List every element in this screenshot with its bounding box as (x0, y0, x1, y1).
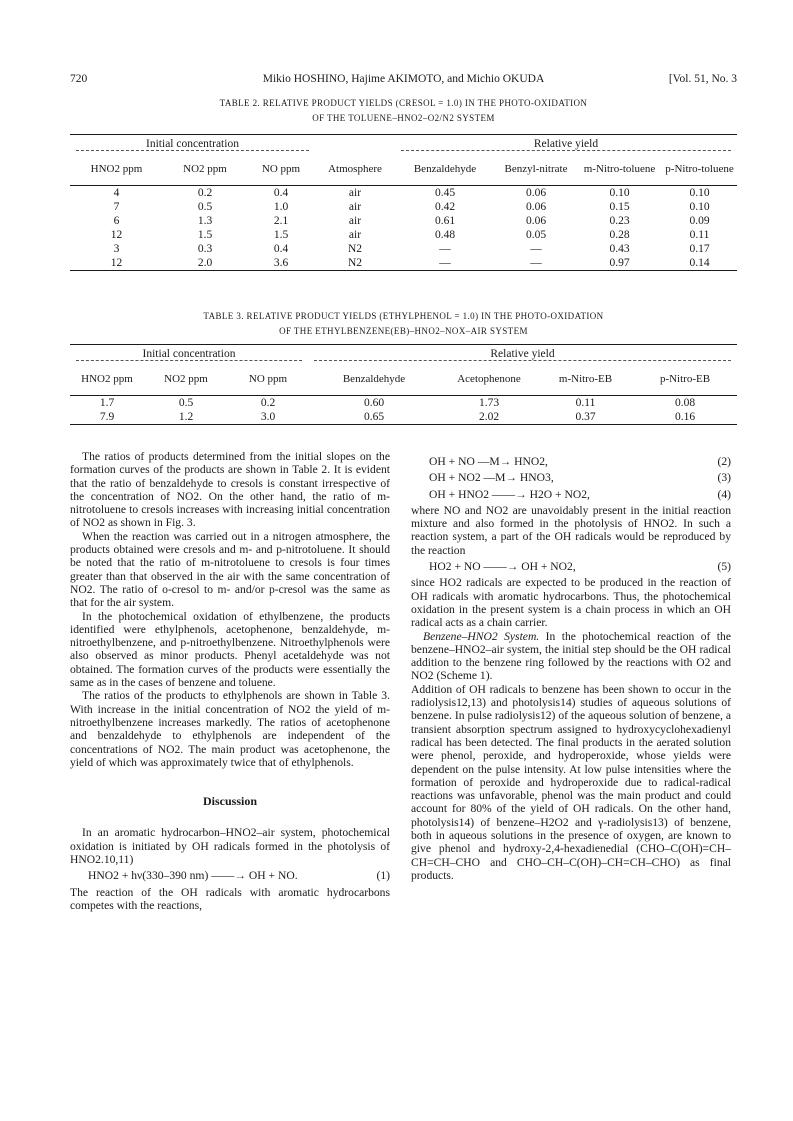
table-cell: 3.0 (228, 410, 308, 425)
table2-column-headers (70, 153, 737, 186)
table-cell: 0.5 (178, 397, 194, 409)
column-header: m-Nitro-toluene (577, 153, 662, 186)
table-row (70, 214, 737, 228)
table3-column-headers (70, 363, 737, 396)
group-label: Relative yield (490, 347, 555, 360)
table-cell: 1.3 (197, 215, 213, 227)
table-cell: 2.02 (440, 410, 538, 425)
paragraph: Addition of OH radicals to benzene has been shown to occur in the radiolysis12,13) and photolysis14) studies of aqueous solutions of benzene. In pulse radiolysis12) of the aqueous solution of benzene, a transient absorption spectrum assigned to hydroxycyclohexadienyl radical has been detected. The final products in the aerated solution were phenol, peroxide, and hydroperoxide, whose yields were dependent on the pulse intensity. At low pulse intensities where the formation of peroxide and hydroperoxide due to radical-radical reactions was unfavorable, phenol was the main product and could account for 80% of the yield of OH radicals. On the other hand, photolysis14) of benzene–H2O2 and γ-radiolysis13) of benzene, both in aqueous solutions in the presence of oxygen, are known to give phenol and hydroxy-2,4-hexadienedial (CHO–C(OH)=CH–CH=CH–CHO and CHO–CH–C(OH)–CH=CH–CHO) as final products. (411, 682, 731, 882)
table-cell: — (530, 243, 542, 255)
table-cell: 0.45 (434, 187, 456, 199)
equation-number: (2) (717, 455, 731, 468)
equation-text: HNO2 + hν(330–390 nm) ——→ OH + NO. (88, 869, 298, 883)
equation-text: OH + NO2 —M→ HNO3, (429, 471, 554, 485)
table3-caption-line2: OF THE ETHYLBENZENE(EB)–HNO2–NOX–AIR SYSTEM (279, 326, 528, 336)
table-cell: 0.2 (197, 187, 213, 199)
equation-text: OH + HNO2 ——→ H2O + NO2, (429, 487, 590, 501)
table-cell: 0.16 (633, 410, 737, 425)
table-cell: 2.1 (273, 215, 289, 227)
table3 (70, 344, 737, 425)
brace-line (76, 150, 309, 151)
section-heading-discussion: Discussion (202, 794, 258, 809)
table-cell: 0.05 (525, 229, 547, 241)
table-cell: 0.5 (197, 201, 213, 213)
table2-caption (70, 96, 737, 126)
table-cell: 1.7 (99, 397, 115, 409)
equation-text: OH + NO —M→ HNO2, (429, 455, 548, 468)
equation-number: (5) (717, 560, 731, 574)
table-row (70, 242, 737, 256)
paragraph: In an aromatic hydrocarbon–HNO2–air system, photochemical oxidation is initiated by OH radicals formed in the photolysis of HNO2.10,11) (70, 826, 390, 867)
column-header: HNO2 ppm (70, 153, 163, 186)
table-cell: air (348, 229, 362, 241)
table-cell: 0.06 (525, 201, 547, 213)
table-cell: 0.06 (525, 187, 547, 199)
table-cell: air (348, 187, 362, 199)
paragraph (411, 630, 731, 683)
table-cell: 0.28 (609, 229, 630, 241)
table-cell: — (395, 256, 495, 271)
paragraph: The reaction of the OH radicals with aromatic hydrocarbons competes with the reactions, (70, 885, 390, 912)
running-header (70, 73, 737, 89)
table-cell: 12 (110, 229, 123, 241)
table-cell: 0.61 (434, 215, 456, 227)
table-row (70, 396, 737, 411)
table-cell: 0.4 (273, 187, 289, 199)
table-cell: 1.5 (273, 229, 289, 241)
table-cell: 0.48 (434, 229, 456, 241)
equation-4 (411, 488, 731, 501)
table2-caption-line2: OF THE TOLUENE–HNO2–O2/N2 SYSTEM (312, 113, 495, 123)
table-cell: 0.60 (363, 397, 385, 409)
table3-caption (70, 309, 737, 339)
table3-group-header (70, 345, 737, 364)
column-header: NO ppm (228, 363, 308, 396)
table-cell: 3 (113, 243, 120, 255)
paragraph: In the photochemical oxidation of ethylbenzene, the products identified were ethylphenols, acetophenone, benzaldehyde, m-nitroethylbenzene, and p-nitroethylbenzene. Nitroethylphenols were also observed as minor products. Phenyl acetaldehyde was not obtained. The formation curves of the products were essentially the same as in the cases of benzene and toluene. (70, 609, 390, 690)
table-cell: 0.14 (662, 256, 737, 271)
running-authors: Mikio HOSHINO, Hajime AKIMOTO, and Michio OKUDA (262, 73, 545, 85)
brace-line (401, 150, 731, 151)
table-cell: 0.3 (197, 243, 213, 255)
group-label: Relative yield (533, 137, 599, 150)
table-cell: 1.2 (144, 410, 228, 425)
table-cell: 0.65 (308, 410, 440, 425)
table-cell: 4 (113, 187, 120, 199)
table-cell: — (439, 243, 451, 255)
brace-line (314, 360, 731, 361)
table-cell: 0.37 (538, 410, 633, 425)
column-header: Benzaldehyde (395, 153, 495, 186)
table2-group-relative (395, 135, 737, 154)
table-row (70, 228, 737, 242)
column-header: Benzyl-nitrate (495, 153, 577, 186)
table-cell: 0.06 (525, 215, 547, 227)
column-header: HNO2 ppm (70, 363, 144, 396)
table-cell: 0.11 (575, 397, 596, 409)
group-label: Initial concentration (146, 137, 239, 150)
table-cell: 1.0 (273, 201, 289, 213)
table-cell: 0.42 (434, 201, 456, 213)
equation-3 (411, 471, 731, 484)
table-row (70, 410, 737, 425)
table-cell: 2.0 (163, 256, 247, 271)
table2-caption-line1: TABLE 2. RELATIVE PRODUCT YIELDS (CRESOL = 1.0) IN THE PHOTO-OXIDATION (219, 98, 588, 108)
table-cell: N2 (315, 256, 395, 271)
table-cell: 0.4 (273, 243, 289, 255)
table-cell: 0.10 (689, 187, 710, 199)
table-cell: 0.2 (260, 397, 276, 409)
paragraph: where NO and NO2 are unavoidably present in the initial reaction mixture and also formed in the photolysis of HNO2. In such a reaction system, a part of the OH radicals would be reproduced by the reaction (411, 503, 731, 557)
paragraph: since HO2 radicals are expected to be produced in the reaction of OH radicals with aromatic hydrocarbons. Thus, the photochemical oxidation in the present system is a chain process in which an OH radical acts as a chain carrier. (411, 576, 731, 630)
table-cell: 6 (113, 215, 120, 227)
table-cell: 1.73 (478, 397, 500, 409)
table-cell: 0.43 (609, 243, 630, 255)
table-cell: 12 (70, 256, 163, 271)
group-label: Initial concentration (142, 347, 236, 360)
paragraph: The ratios of the products to ethylphenols are shown in Table 3. With increase in the initial concentration of NO2 the yield of m-nitroethylbenzene increases markedly. The ratios of acetophenone and benzaldehyde to ethylphenols are independent of the concentrations of NO2. The main product was acetophenone, the yield of which was approximately twice that of ethylphenols. (70, 689, 390, 769)
table-cell: 0.97 (577, 256, 662, 271)
paragraph-text: In the photochemical reaction of the benzene–HNO2–air system, the initial step should be the OH radical addition to the benzene ring followed by the reactions with O2 and NO2 (Scheme 1). (411, 629, 731, 683)
page-number: 720 (70, 73, 88, 85)
brace-line (76, 360, 302, 361)
column-header: m-Nitro-EB (538, 363, 633, 396)
table3-group-initial (70, 345, 308, 364)
table2-group-header (70, 135, 737, 154)
table-cell: air (348, 201, 362, 213)
column-header: p-Nitro-EB (633, 363, 737, 396)
table-cell: air (348, 215, 362, 227)
table-cell: 0.10 (609, 187, 630, 199)
left-column (70, 450, 390, 912)
equation-text: HO2 + NO ——→ OH + NO2, (429, 560, 576, 574)
table3-group-relative (308, 345, 737, 364)
table-cell: 7.9 (70, 410, 144, 425)
table-cell: 0.17 (689, 243, 710, 255)
column-header: NO ppm (247, 153, 315, 186)
equation-number: (1) (376, 869, 390, 883)
table-cell: 3.6 (247, 256, 315, 271)
table-row (70, 186, 737, 201)
subsection-title: Benzene–HNO2 System. (423, 629, 540, 643)
right-column (411, 452, 731, 882)
table-row (70, 256, 737, 271)
table-cell: 0.08 (674, 397, 696, 409)
table-row (70, 200, 737, 214)
table3-caption-line1: TABLE 3. RELATIVE PRODUCT YIELDS (ETHYLPHENOL = 1.0) IN THE PHOTO-OXIDATION (203, 311, 604, 321)
column-header: Atmosphere (315, 153, 395, 186)
table-cell: 0.23 (609, 215, 630, 227)
column-header: NO2 ppm (163, 153, 247, 186)
equation-number: (3) (717, 471, 731, 485)
equation-5 (411, 560, 731, 573)
table2 (70, 134, 737, 271)
equation-2 (411, 455, 731, 468)
table-cell: 7 (113, 201, 120, 213)
table2-group-initial (70, 135, 315, 154)
table-cell: N2 (347, 243, 363, 255)
equation-number: (4) (717, 487, 731, 501)
table-cell: 0.09 (689, 215, 710, 227)
paragraph: The ratios of products determined from the initial slopes on the formation curves of the products are shown in Table 2. It is evident that the ratio of benzaldehyde to cresols is constant irrespective of the concentration of NO2. On the other hand, the ratio of m-nitrotoluene to cresols increases with increasing initial concentration of NO2 as shown in Fig. 3. (70, 450, 390, 530)
column-header: Acetophenone (440, 363, 538, 396)
table-cell: — (495, 256, 577, 271)
table2-group-spacer (315, 135, 395, 154)
journal-volume: [Vol. 51, No. 3 (668, 73, 737, 85)
paragraph: When the reaction was carried out in a nitrogen atmosphere, the products obtained were cresols and m- and p-nitrotoluene. It should be noted that the ratio of m-nitrotoluene to cresols is four times greater than that observed in the air with the same concentration of NO2. The ratio of o-cresol to m- and/or p-cresol was the same as that for the air system. (70, 529, 390, 610)
column-header: NO2 ppm (144, 363, 228, 396)
equation-1 (70, 869, 390, 882)
table-cell: 0.10 (689, 201, 710, 213)
table-cell: 1.5 (197, 229, 213, 241)
column-header: p-Nitro-toluene (662, 153, 737, 186)
table-cell: 0.11 (689, 229, 710, 241)
table-cell: 0.15 (609, 201, 630, 213)
column-header: Benzaldehyde (308, 363, 440, 396)
